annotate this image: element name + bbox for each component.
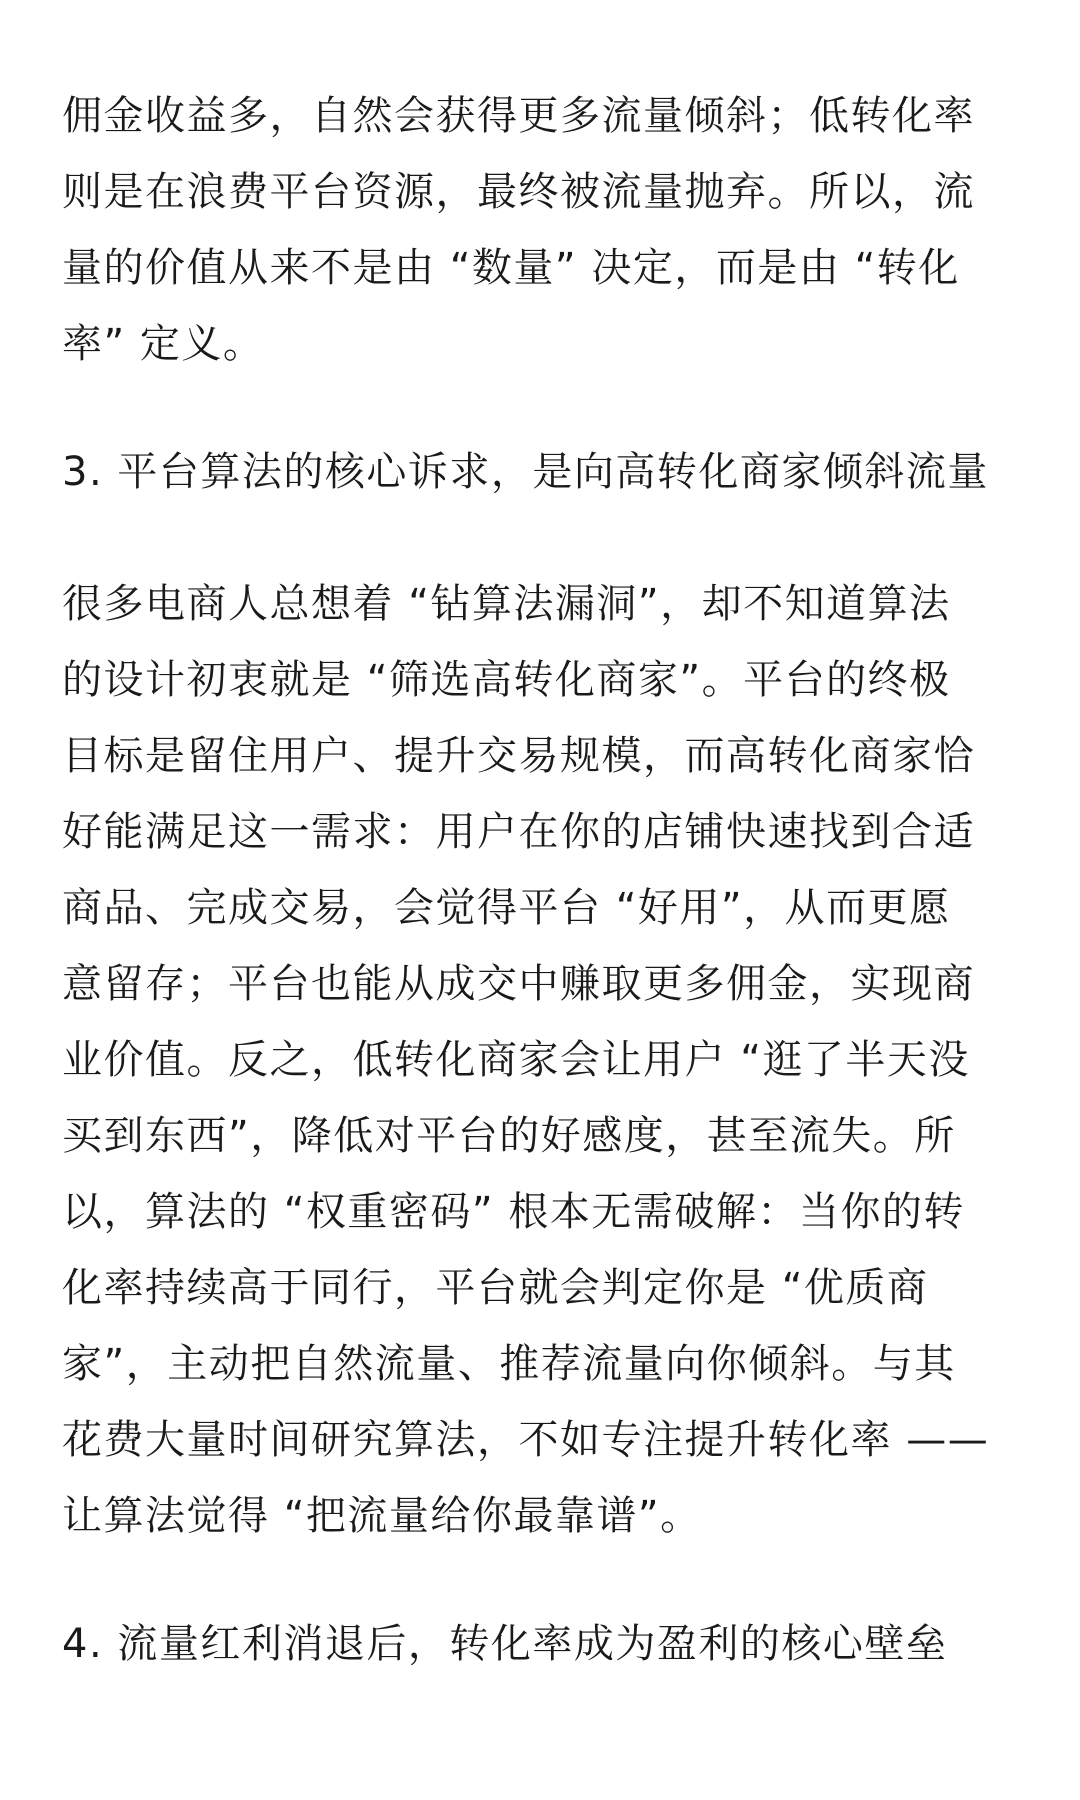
text-line: 让算法觉得 “把流量给你最靠谱”。 (62, 1493, 702, 1539)
text-line: 佣金收益多，自然会获得更多流量倾斜；低转化率 (62, 93, 975, 139)
paragraph-gap (62, 510, 1027, 566)
section-4-heading: 4. 流量红利消退后，转化率成为盈利的核心壁垒 (62, 1621, 948, 1667)
text-line: 则是在浪费平台资源，最终被流量抛弃。所以，流 (62, 169, 975, 215)
section-3-heading: 3. 平台算法的核心诉求，是向高转化商家倾斜流量 (62, 449, 989, 495)
paragraph-gap (62, 382, 1027, 434)
text-line: 业价值。反之，低转化商家会让用户 “逛了半天没 (62, 1037, 970, 1083)
text-line: 目标是留住用户、提升交易规模，而高转化商家恰 (62, 733, 975, 779)
article-body (62, 78, 1027, 1682)
text-line: 率” 定义。 (62, 321, 265, 367)
text-line: 量的价值从来不是由 “数量” 决定，而是由 “转化 (62, 245, 960, 291)
text-line: 化率持续高于同行，平台就会判定你是 “优质商 (62, 1265, 929, 1311)
text-line: 意留存；平台也能从成交中赚取更多佣金，实现商 (62, 961, 975, 1007)
text-line: 买到东西”，降低对平台的好感度，甚至流失。所 (62, 1113, 956, 1159)
text-line: 以，算法的 “权重密码” 根本无需破解：当你的转 (62, 1189, 965, 1235)
text-line: 花费大量时间研究算法，不如专注提升转化率 —— (62, 1417, 990, 1463)
text-line: 商品、完成交易，会觉得平台 “好用”，从而更愿 (62, 885, 951, 931)
text-line: 很多电商人总想着 “钻算法漏洞”，却不知道算法 (62, 581, 951, 627)
text-line: 好能满足这一需求：用户在你的店铺快速找到合适 (62, 809, 975, 855)
paragraph-gap (62, 1554, 1027, 1606)
section-3-paragraph (62, 566, 1027, 1554)
intro-paragraph (62, 78, 1027, 382)
text-line: 的设计初衷就是 “筛选高转化商家”。平台的终极 (62, 657, 951, 703)
text-line: 家”，主动把自然流量、推荐流量向你倾斜。与其 (62, 1341, 956, 1387)
